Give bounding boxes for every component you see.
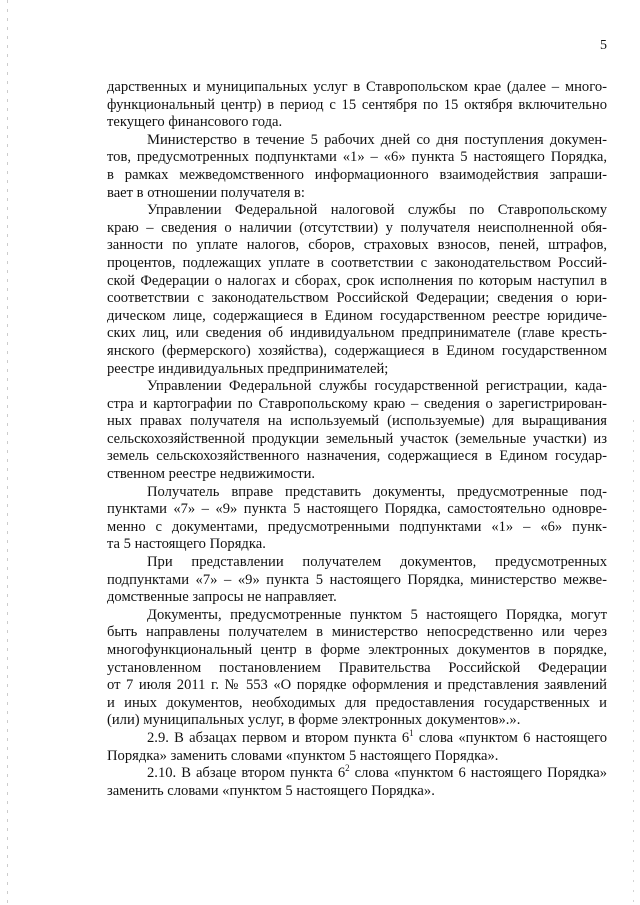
- text-line: дическом лице, содержащиеся в Едином государственном реестре юридиче-: [107, 307, 607, 324]
- text-line: соответствии с законодательством Российской Федерации; сведения о юри-: [107, 290, 607, 307]
- text-line: пунктами «7» – «9» пункта 5 настоящего Порядка, самостоятельно одновре-: [107, 501, 607, 518]
- text-line: процентов, подлежащих уплате в соответствии с законодательством Россий-: [107, 254, 607, 271]
- text-line: от 7 июля 2011 г. № 553 «О порядке оформления и представления заявлений: [107, 677, 607, 694]
- text-line: янского (фермерского) хозяйства), содержащиеся в Едином государственном: [107, 342, 607, 359]
- text-line: установленном постановлением Правительства Российской Федерации: [107, 659, 607, 676]
- text-line: ственном реестре недвижимости.: [107, 466, 316, 483]
- text-line: заменить словами «пунктом 5 настоящего Порядка».: [107, 782, 435, 799]
- text-line-segment: слова «пунктом 6 настоящего: [413, 729, 607, 746]
- text-line: краю – сведения о наличии (отсутствии) у получателя неисполненной обя-: [107, 219, 607, 236]
- text-line: та 5 настоящего Порядка.: [107, 536, 266, 553]
- superscript: 1: [409, 727, 414, 738]
- text-line: ских лиц, или сведения об индивидуальном предпринимателе (главе кресть-: [107, 325, 607, 342]
- scan-edge-right: [633, 420, 634, 905]
- text-line-segment: 2.10. В абзаце втором пункта 6: [147, 765, 346, 782]
- text-line: текущего финансового года.: [107, 114, 283, 131]
- text-line: ской Федерации о налогах и сборах, срок исполнения по которым наступил в: [107, 272, 607, 289]
- text-line: домственные запросы не направляет.: [107, 589, 337, 606]
- text-line: Получатель вправе представить документы, предусмотренные под-: [147, 483, 607, 500]
- text-line: земель сельскохозяйственного назначения, содержащиеся в Едином государ-: [107, 448, 607, 465]
- scan-edge-left: [7, 0, 8, 905]
- document-body: [107, 79, 607, 800]
- text-line: сельскохозяйственной продукции земельный участок (земельные участки) из: [107, 430, 607, 447]
- text-line: [107, 765, 607, 783]
- text-line-segment: слова «пунктом 6 настоящего Порядка»: [349, 765, 607, 782]
- text-line: многофункциональный центр в форме электронных документов в порядке,: [107, 642, 607, 658]
- text-line: стра и картографии по Ставропольскому краю – сведения о зарегистрирован-: [107, 395, 607, 412]
- text-line: занности по уплате налогов, сборов, страховых взносов, пеней, штрафов,: [107, 237, 607, 254]
- text-line: тов, предусмотренных подпунктами «1» – «6» пункта 5 настоящего Порядка,: [107, 149, 607, 166]
- text-line: и иных документов, необходимых для предоставления государственных и: [107, 694, 607, 711]
- text-line: Порядка» заменить словами «пунктом 5 настоящего Порядка».: [107, 747, 499, 764]
- text-line: Управлении Федеральной налоговой службы по Ставропольскому: [147, 202, 607, 219]
- text-line: функциональный центр) в период с 15 сентября по 15 октября включительно: [107, 96, 607, 113]
- text-line: быть направлены получателем в министерство непосредственно или через: [107, 624, 607, 641]
- text-line: менно с документами, предусмотренными подпунктами «1» – «6» пунк-: [107, 518, 607, 535]
- text-line: вает в отношении получателя в:: [107, 184, 305, 201]
- superscript: 2: [345, 763, 350, 774]
- page-number: 5: [600, 38, 607, 53]
- text-line: в рамках межведомственного информационного взаимодействия запраши-: [107, 166, 607, 183]
- text-line: Управлении Федеральной службы государственной регистрации, када-: [147, 378, 607, 395]
- text-line: [107, 727, 607, 748]
- text-line-segment: 2.9. В абзацах первом и втором пункта 6: [147, 729, 410, 746]
- text-line: Документы, предусмотренные пунктом 5 настоящего Порядка, могут: [147, 606, 607, 623]
- text-line: ных правах получателя на используемый (используемые) для выращивания: [107, 413, 607, 430]
- text-line: дарственных и муниципальных услуг в Ставропольском крае (далее – много-: [107, 79, 607, 95]
- text-line: подпунктами «7» – «9» пункта 5 настоящего Порядка, министерство межве-: [107, 571, 607, 588]
- text-line: реестре индивидуальных предпринимателей;: [107, 360, 389, 377]
- text-line: (или) муниципальных услуг, в форме электронных документов».».: [107, 712, 521, 729]
- text-line: При представлении получателем документов, предусмотренных: [147, 554, 607, 571]
- text-line: Министерство в течение 5 рабочих дней со дня поступления докумен-: [147, 131, 607, 148]
